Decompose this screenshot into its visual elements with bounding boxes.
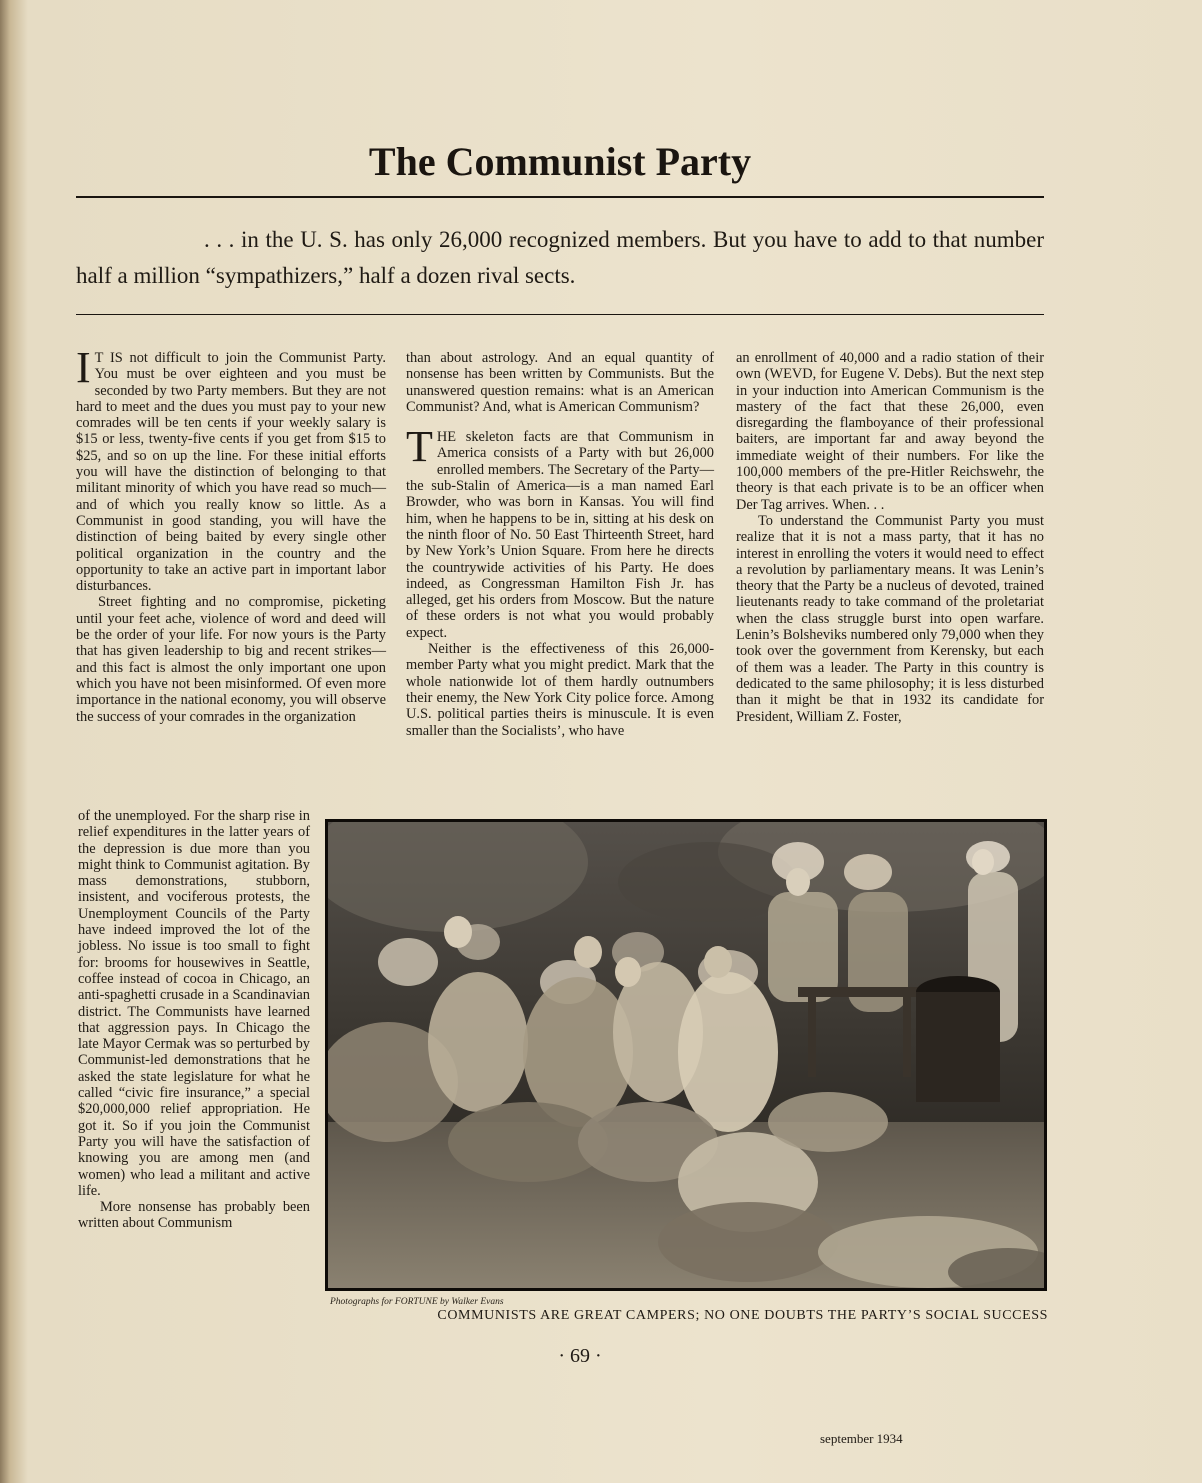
deck-rule-bottom xyxy=(76,314,1044,315)
col1-paragraph-3: More nonsense has probably been written about Communism xyxy=(78,1199,310,1232)
col2-paragraph-3: Neither is the effectiveness of this 26,000-member Party what you might predict. Mark that the whole nationwide lot of them hardly outnumbers their enemy, the New York City police force. Among U.S. political parties theirs is minuscule. It is even smaller than the Socialists’, who have xyxy=(406,641,714,739)
column-1 xyxy=(76,343,386,725)
photo-credit: Photographs for FORTUNE by Walker Evans xyxy=(330,1297,504,1307)
drop-cap-t: T xyxy=(406,422,433,472)
col1-paragraph-2-cont: of the unemployed. For the sharp rise in relief expenditures in the latter years of the depression is due more than you might think to Communist agitation. By mass demonstrations, stubborn, insistent, and vociferous protests, the Unemployment Councils of the Party have indeed improved the lot of the jobless. No issue is too small to fight for: brooms for housewives in Seattle, coffee instead of cocoa in Chicago, an anti-spaghetti crusade in a Scandinavian district. The Communists have learned that aggression pays. In Chicago the late Mayor Cermak was so perturbed by Communist-led demonstrations that he asked the state legislature for what he called “civic fire insurance,” a special $20,000,000 relief appropriation. He got it. So if you join the Communist Party you will have the satisfaction of knowing you are among men (and women) who lead a militant and active life. xyxy=(78,808,310,1199)
page-number: · 69 · xyxy=(558,1345,602,1367)
column-2 xyxy=(406,350,714,739)
col1-paragraph-2: Street fighting and no compromise, picketing until your feet ache, violence of word and deed will be the order of your life. For now yours is the Party that has given leadership to big and recent strikes—and this fact is almost the only important one upon which you have not been misinformed. Of even more importance in the national economy, you will observe the success of your comrades in the organization xyxy=(76,594,386,725)
column-1-continued xyxy=(78,808,310,1232)
photo-illustration xyxy=(328,822,1044,1288)
article-title: The Communist Party xyxy=(368,139,752,184)
column-3 xyxy=(736,350,1044,725)
col1-paragraph-1 xyxy=(76,343,386,595)
issue-date: september 1934 xyxy=(820,1431,903,1446)
campers-photograph xyxy=(325,819,1047,1291)
col3-paragraph-1: an enrollment of 40,000 and a radio station of their own (WEVD, for Eugene V. Debs). But the next step in your induction into American Communism is the mastery of the fact that these 26,000, even disregarding the flamboyance of their professional baiters, are important far and away beyond the immediate weight of their numbers. For like the 100,000 members of the pre-Hitler Reichswehr, the theory is that each private is to be an officer when Der Tag arrives. When. . . xyxy=(736,350,1044,513)
col3-paragraph-2: To understand the Communist Party you must realize that it is not a mass party, that it has no interest in enrolling the voters it would need to effect a revolution by parliamentary means. It was Lenin’s theory that the Party be a nucleus of devoted, trained lieutenants ready to take command of the proletariat when the class struggle burst into open warfare. Lenin’s Bolsheviks numbered only 79,000 when they took over the government from Kerensky, but each of them was a leader. The Party in this country is dedicated to the same philosophy; it is less disturbed than it might be that in 1932 its candidate for President, William Z. Foster, xyxy=(736,512,1044,725)
col1-p1-text: T IS not difficult to join the Communist Party. You must be over eighteen and you must be seconded by two Party members. But they are not hard to meet and the dues you must pay to your new comrades will be ten cents if your weekly salary is $15 or less, twenty-five cents if you get from $15 to $25, and so on up the line. For these initial efforts you will have the distinction of belonging to that militant minority of which you have read so much—and of which you really know so little. As a Communist in good standing, you will have the distinction of being baited by every single other political organization in the country and the opportunity to take an active part in important labor disturbances. xyxy=(76,350,386,595)
col2-p2-text: HE skeleton facts are that Communism in America consists of a Party with but 26,000 enrolled members. The Secretary of the Party—the sub-Stalin of America—is a man named Earl Browder, who was born in Kansas. You will find him, when he happens to be in, sitting at his desk on the ninth floor of No. 50 East Thirteenth Street, hard by New York’s Union Square. From here he directs the countrywide activities of his Party. He does indeed, as Congressman Hamilton Fish Jr. has alleged, get his orders from Moscow. But the nature of these orders is not what you would probably expect. xyxy=(406,429,714,641)
article-deck xyxy=(76,222,1044,294)
drop-cap-i: I xyxy=(76,343,91,392)
col2-paragraph-2 xyxy=(406,422,714,641)
deck-text: . . . in the U. S. has only 26,000 recognized members. But you have to add to that number half a million “sympathizers,” half a dozen rival sects. xyxy=(76,227,1044,288)
photo-caption: COMMUNISTS ARE GREAT CAMPERS; NO ONE DOUBTS THE PARTY’S SOCIAL SUCCESS xyxy=(437,1308,1048,1323)
col2-paragraph-1: than about astrology. And an equal quantity of nonsense has been written by Communists. But the unanswered question remains: what is an American Communist? And, what is American Communism? xyxy=(406,350,714,415)
title-rule-top xyxy=(76,196,1044,198)
